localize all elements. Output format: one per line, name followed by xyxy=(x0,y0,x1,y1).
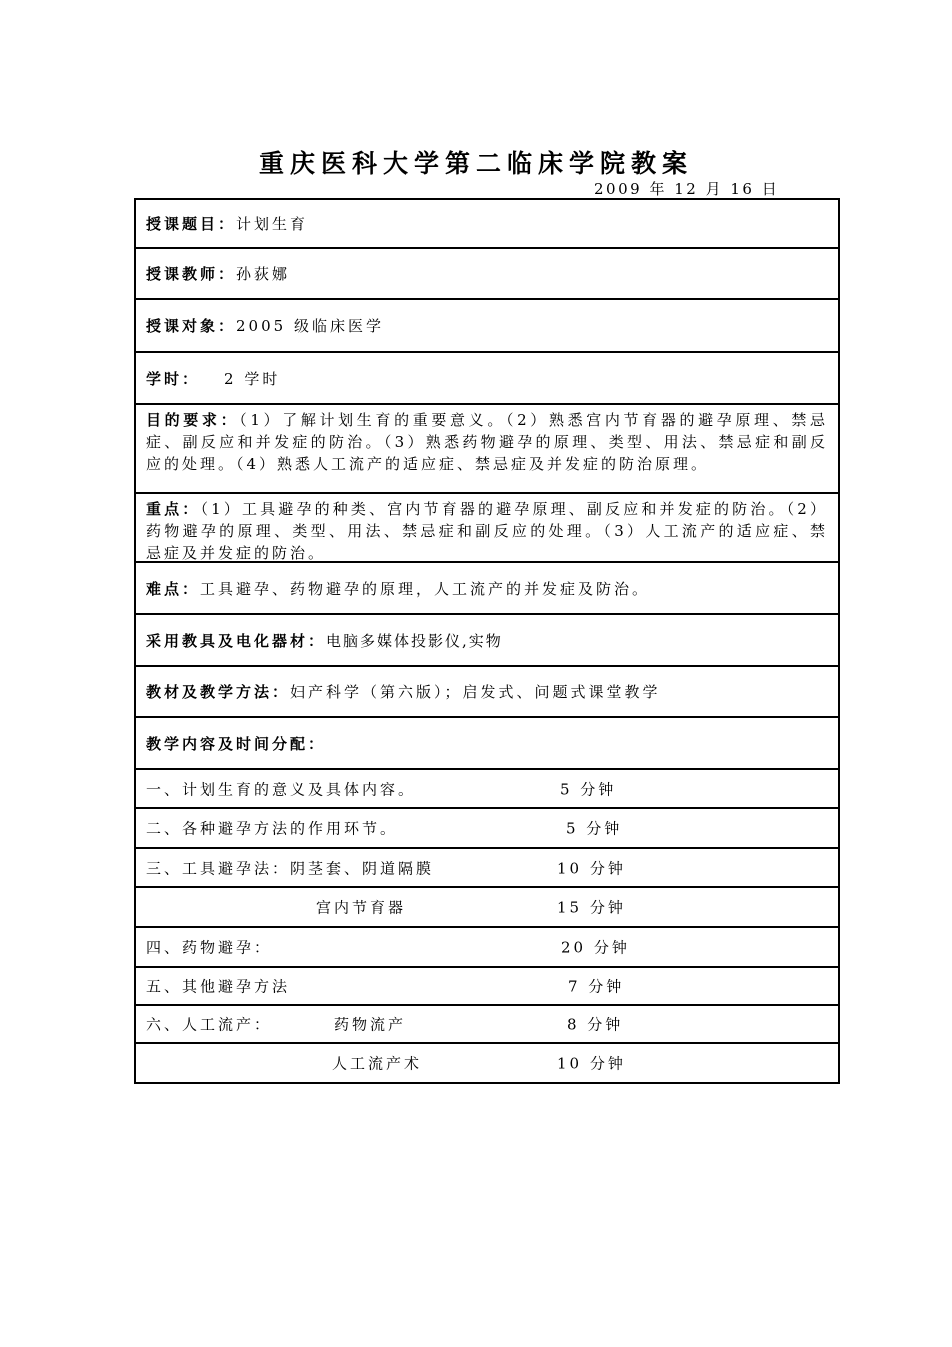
goals-value: （1）了解计划生育的重要意义。（2）熟悉宫内节育器的避孕原理、禁忌症、副反应和并发症的防治。（3）熟悉药物避孕的原理、类型、用法、禁忌症和副反应的处理。（4）熟悉人工流产的适应症、禁忌症及并发症的防治原理。 xyxy=(146,411,828,473)
schedule-time: 20 分钟 xyxy=(561,938,630,957)
key-points-label: 重点： xyxy=(146,500,201,518)
teacher-label: 授课教师： xyxy=(146,265,237,283)
hours-label: 学时： xyxy=(146,369,201,388)
document-date: 2009 年 12 月 16 日 xyxy=(594,180,780,198)
difficulties-value: 工具避孕、药物避孕的原理，人工流产的并发症及防治。 xyxy=(200,579,651,598)
schedule-item: 六、人工流产： xyxy=(146,1015,273,1034)
materials-value: 妇产科学（第六版）；启发式、问题式课堂教学 xyxy=(290,683,661,701)
schedule-row xyxy=(136,888,838,928)
topic-row xyxy=(136,200,838,249)
topic-value: 计划生育 xyxy=(236,215,309,233)
schedule-row xyxy=(136,1044,838,1082)
difficulties-label: 难点： xyxy=(146,579,201,598)
schedule-row xyxy=(136,1006,838,1044)
schedule-item: 五、其他避孕方法 xyxy=(146,977,291,996)
materials-row xyxy=(136,667,838,718)
schedule-subitem: 药物流产 xyxy=(334,1015,407,1034)
goals-label: 目的要求： xyxy=(146,411,240,429)
key-points-row xyxy=(136,494,838,563)
schedule-time: 15 分钟 xyxy=(557,898,626,917)
key-points-value: （1）工具避孕的种类、宫内节育器的避孕原理、副反应和并发症的防治。（2）药物避孕的原理、类型、用法、禁忌症和副反应的处理。（3）人工流产的适应症、禁忌症及并发症的防治。 xyxy=(146,500,828,562)
schedule-item: 二、各种避孕方法的作用环节。 xyxy=(146,819,399,838)
schedule-item: 四、药物避孕： xyxy=(146,938,273,957)
teacher-row xyxy=(136,249,838,300)
audience-value: 2005 级临床医学 xyxy=(236,317,384,335)
schedule-row xyxy=(136,770,838,809)
audience-label: 授课对象： xyxy=(146,317,237,335)
schedule-row xyxy=(136,849,838,888)
teacher-value: 孙荻娜 xyxy=(236,265,291,283)
schedule-row xyxy=(136,968,838,1006)
schedule-row xyxy=(136,928,838,968)
hours-row xyxy=(136,353,838,405)
equipment-row xyxy=(136,615,838,667)
schedule-time: 5 分钟 xyxy=(560,780,617,798)
schedule-time: 8 分钟 xyxy=(567,1015,624,1034)
schedule-time: 10 分钟 xyxy=(557,859,626,877)
schedule-time: 5 分钟 xyxy=(566,819,623,838)
schedule-subitem: 宫内节育器 xyxy=(316,898,407,917)
lesson-plan-table xyxy=(134,198,840,1084)
hours-value: 2 学时 xyxy=(224,369,281,388)
schedule-item: 一、计划生育的意义及具体内容。 xyxy=(146,780,417,798)
materials-label: 教材及教学方法： xyxy=(146,683,291,701)
content-header-row xyxy=(136,718,838,770)
schedule-time: 10 分钟 xyxy=(557,1054,626,1073)
document-title: 重庆医科大学第二临床学院教案 xyxy=(258,149,693,178)
audience-row xyxy=(136,300,838,353)
schedule-subitem: 人工流产术 xyxy=(332,1054,423,1073)
equipment-label: 采用教具及电化器材： xyxy=(146,631,327,650)
goals-row xyxy=(136,405,838,494)
topic-label: 授课题目： xyxy=(146,215,237,233)
schedule-time: 7 分钟 xyxy=(568,977,625,996)
content-header-label: 教学内容及时间分配： xyxy=(146,734,327,753)
equipment-value: 电脑多媒体投影仪,实物 xyxy=(326,631,503,650)
schedule-row xyxy=(136,809,838,849)
difficulties-row xyxy=(136,563,838,615)
schedule-item: 三、工具避孕法：阴茎套、阴道隔膜 xyxy=(146,859,435,877)
